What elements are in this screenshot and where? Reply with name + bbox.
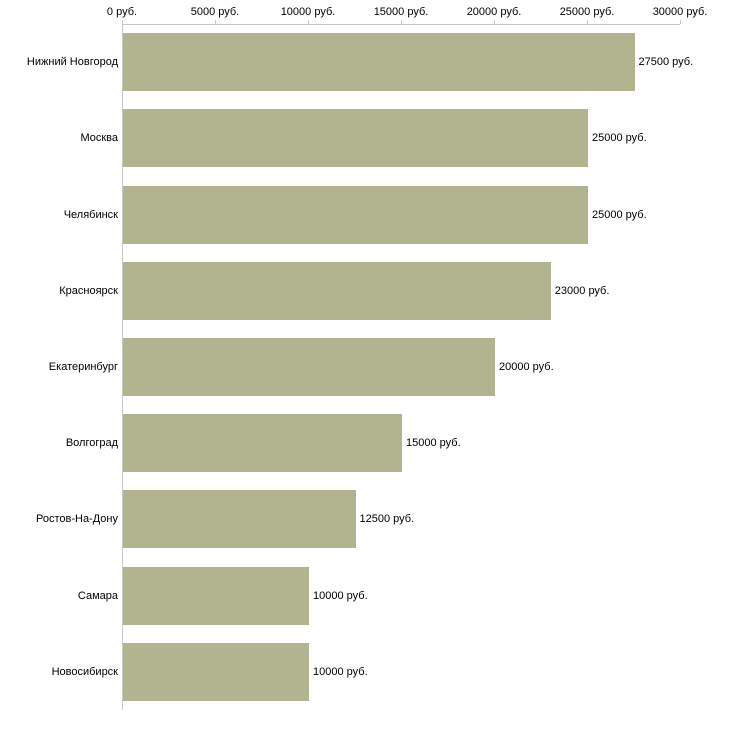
x-tick-label: 5000 руб. xyxy=(190,6,240,18)
bar-row xyxy=(0,567,730,625)
bar[interactable] xyxy=(123,186,588,244)
bar-value-label: 27500 руб. xyxy=(638,56,694,69)
category-label: Екатеринбург xyxy=(48,361,118,373)
bar[interactable] xyxy=(123,338,495,396)
bar-value-label: 15000 руб. xyxy=(406,437,461,450)
bar-row xyxy=(0,186,730,244)
bar-value-label: 10000 руб. xyxy=(313,665,368,678)
category-label-wrap xyxy=(0,490,122,548)
x-tick-label: 15000 руб. xyxy=(373,6,429,18)
x-tick-mark xyxy=(215,20,216,24)
bar-value-label: 20000 руб. xyxy=(499,361,554,373)
bar-value-label: 23000 руб. xyxy=(554,284,610,297)
category-label: Нижний Новгород xyxy=(26,56,118,69)
x-tick-label: 25000 руб. xyxy=(559,6,615,18)
bar[interactable] xyxy=(123,109,588,167)
bar-row xyxy=(0,338,730,396)
bar[interactable] xyxy=(123,414,402,472)
bar-row xyxy=(0,643,730,701)
bar[interactable] xyxy=(123,33,635,91)
x-tick-label: 20000 руб. xyxy=(466,6,522,18)
x-tick-label: 0 руб. xyxy=(106,6,138,18)
bar-row xyxy=(0,262,730,320)
category-label: Ростов-На-Дону xyxy=(35,513,118,526)
x-tick-label: 10000 руб. xyxy=(280,6,336,18)
x-tick-label: 30000 руб. xyxy=(652,6,708,18)
x-tick-mark xyxy=(587,20,588,24)
bar[interactable] xyxy=(123,490,356,548)
category-label: Челябинск xyxy=(63,208,118,221)
bar-value-label: 25000 руб. xyxy=(592,208,647,221)
x-tick-mark xyxy=(122,20,123,24)
x-tick-mark xyxy=(494,20,495,24)
bar[interactable] xyxy=(123,567,309,625)
category-label: Новосибирск xyxy=(51,665,118,678)
category-label-wrap xyxy=(0,109,122,167)
category-label: Москва xyxy=(80,132,118,145)
category-label-wrap xyxy=(0,262,122,320)
category-label: Волгоград xyxy=(65,437,118,450)
category-label-wrap xyxy=(0,567,122,625)
x-axis-line xyxy=(122,24,680,25)
bar-row xyxy=(0,414,730,472)
category-label-wrap xyxy=(0,338,122,396)
x-tick-mark xyxy=(680,20,681,24)
bar[interactable] xyxy=(123,643,309,701)
x-tick-mark xyxy=(308,20,309,24)
category-label-wrap xyxy=(0,414,122,472)
bar-row xyxy=(0,33,730,91)
bar[interactable] xyxy=(123,262,551,320)
category-label-wrap xyxy=(0,643,122,701)
bar-value-label: 12500 руб. xyxy=(359,513,415,526)
bar-row xyxy=(0,109,730,167)
category-label: Красноярск xyxy=(59,284,118,297)
x-tick-mark xyxy=(401,20,402,24)
category-label-wrap xyxy=(0,33,122,91)
category-label: Самара xyxy=(77,589,118,602)
bar-value-label: 10000 руб. xyxy=(313,589,368,602)
category-label-wrap xyxy=(0,186,122,244)
bar-value-label: 25000 руб. xyxy=(592,132,647,145)
bar-row xyxy=(0,490,730,548)
